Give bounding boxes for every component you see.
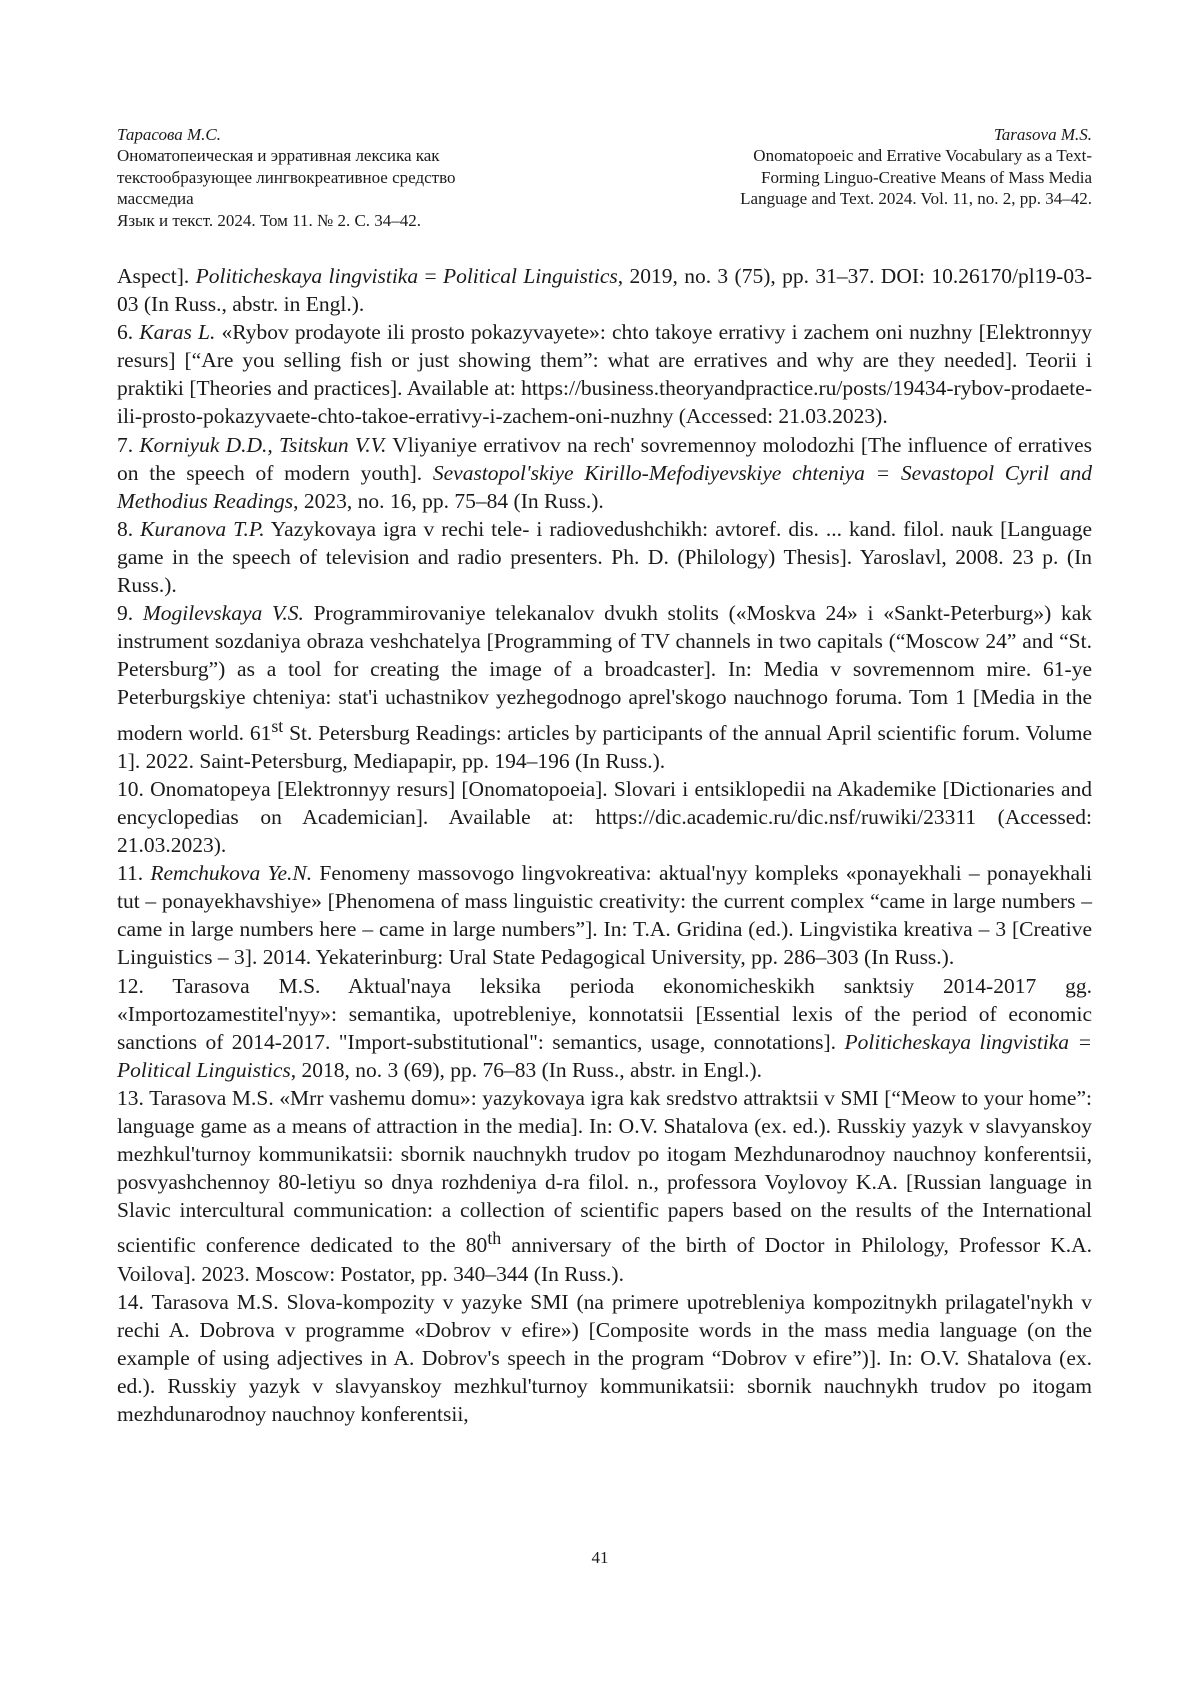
- ref-number: 10.: [117, 776, 151, 801]
- reference-7: [117, 431, 1092, 515]
- header-left-russian: [117, 124, 587, 231]
- ref-number: 11.: [117, 861, 151, 886]
- reference-14: [117, 1288, 1092, 1428]
- header-right-title-line: Onomatopoeic and Errative Vocabulary as a Text-: [753, 146, 1092, 166]
- ref-text: Tarasova M.S. Aktual'naya leksika perioda ekonomicheskikh sanktsiy 2014-2017 gg. «Importozamestitel'nyy»: semantika, upotrebleniye, konnotatsii [Essential lexis of the period of economic sanctions of 2014-2017. "Import-substitutional": semantics, usage, connotations].: [117, 973, 1092, 1054]
- ref-superscript: th: [487, 1228, 502, 1249]
- ref-number: 7.: [117, 432, 140, 457]
- header-right-author: Tarasova M.S.: [993, 125, 1092, 144]
- ref-text: anniversary of the birth of Doctor in Philology, Professor K.A. Voilova]. 2023. Moscow: Postator, pp. 340–344 (In Russ.).: [117, 1233, 1092, 1286]
- ref-author: Kuranova T.P.: [140, 516, 265, 541]
- ref-journal: Politicheskaya lingvistika: [195, 264, 419, 288]
- reference-11: [117, 859, 1092, 971]
- ref-text: , 2023, no. 16, pp. 75–84 (In Russ.).: [293, 488, 604, 513]
- ref-journal: Politicheskaya lingvistika = Political Linguistics: [117, 1029, 1092, 1082]
- ref-text: Programmirovaniye telekanalov dvukh stolits («Moskva 24» i «Sankt-Peterburg») kak instrument sozdaniya obraza veshchatelya [Programming of TV channels in two capitals (“Moscow 24” and “St. Petersburg”) as a tool for creating the image of a broadcaster]. In: Media v sovremennom mire. 61-ye Peterburgskiye chteniya: stat'i uchastnikov yezhegodnogo aprel'skogo nauchnogo foruma. Tom 1 [Media in the modern world. 61: [117, 601, 1092, 745]
- header-right-citation: Language and Text. 2024. Vol. 11, no. 2, pp. 34–42.: [740, 189, 1092, 209]
- ref-text: =: [418, 264, 443, 288]
- ref-number: 12.: [117, 973, 173, 998]
- ref-text: Tarasova M.S. «Mrr vashemu domu»: yazykovaya igra kak sredstvo attraktsii v SMI [“Meow to your home”: language game as a means of attraction in the media]. In: O.V. Shatalova (ex. ed.). Russkiy yazyk v slavyanskoy mezhkul'turnoy kommunikatsii: sbornik nauchnykh trudov po itogam Mezhdunarodnoy nauchnoy konferentsii, posvyashchennoy 80-letiyu so dnya rozhdeniya d-ra filol. n., professora Voylovoy K.A. [Russian language in Slavic intercultural communication: a collection of scientific papers based on the results of the International scientific conference dedicated to the 80: [117, 1085, 1092, 1258]
- ref-superscript: st: [271, 715, 284, 736]
- ref-author: Remchukova Ye.N.: [150, 861, 313, 886]
- ref-text: Tarasova M.S. Slova-kompozity v yazyke SMI (na primere upotrebleniya kompozitnykh prilagatel'nykh v rechi A. Dobrova v programme «Dobrov v efire») [Composite words in the mass media language (on the example of using adjectives in A. Dobrov's speech in the program “Dobrov v efire”)]. In: O.V. Shatalova (ex. ed.). Russkiy yazyk v slavyanskoy mezhkul'turnoy kommunikatsii: sbornik nauchnykh trudov po itogam mezhdunarodnoy nauchnoy konferentsii,: [117, 1289, 1092, 1427]
- ref-text: St. Petersburg Readings: articles by participants of the annual April scientific forum. Volume 1]. 2022. Saint-Petersburg, Mediapapir, pp. 194–196 (In Russ.).: [117, 720, 1092, 773]
- reference-8: [117, 515, 1092, 599]
- ref-number: 8.: [117, 516, 141, 541]
- header-left-citation: Язык и текст. 2024. Том 11. № 2. С. 34–42.: [117, 210, 422, 230]
- ref-author: Karas L.: [139, 320, 216, 345]
- ref-text: Aspect].: [117, 264, 196, 288]
- reference-10: [117, 775, 1092, 859]
- header-left-title-line: массмедиа: [117, 189, 194, 209]
- header-left-title-line: текстообразующее лингвокреативное средство: [117, 167, 456, 187]
- header-right-title-line: Forming Linguo-Creative Means of Mass Media: [761, 167, 1092, 187]
- ref-author: Korniyuk D.D., Tsitskun V.V.: [139, 432, 387, 457]
- ref-text: Yazykovaya igra v rechi tele- i radiovedushchikh: avtoref. dis. ... kand. filol. nauk [Language game in the speech of television and radio presenters. Ph. D. (Philology) Thesis]. Yaroslavl, 2008. 23 p. (In Russ.).: [117, 516, 1093, 598]
- header-left-author: Тарасова М.С.: [117, 125, 221, 144]
- ref-text: Onomatopeya [Elektronnyy resurs] [Onomatopoeia]. Slovari i entsiklopedii na Akademike [Dictionaries and encyclopedias on Academician]. Available at: https://dic.academic.ru/dic.nsf/ruwiki/23311 (Accessed: 21.03.2023).: [117, 776, 1093, 858]
- ref-number: 13.: [117, 1085, 150, 1110]
- reference-12: [117, 972, 1092, 1084]
- ref-text: «Rybov prodayote ili prosto pokazyvayete»: chto takoye errativy i zachem oni nuzhny [Elektronnyy resurs] [“Are you selling fish or just showing them”: what are erratives and why are they needed]. Teorii i praktiki [Theories and practices]. Available at: https://business.theoryandpractice.ru/posts/19434-rybov-prodaete-ili-prosto-pokazyvaete-chto-takoe-errativy-i-zachem-oni-nuzhny (Accessed: 21.03.2023).: [117, 320, 1093, 429]
- reference-9: [117, 599, 1092, 775]
- page-number: 41: [591, 1548, 609, 1567]
- header-right-english: [622, 124, 1092, 210]
- ref-text: , 2019, no. 3 (75), pp. 31–37. DOI: 10.26170/pl19-03-03 (In Russ., abstr. in Engl.).: [117, 264, 1092, 317]
- running-header: [117, 124, 1092, 244]
- header-left-title-line: Ономатопеическая и эрративная лексика как: [117, 146, 440, 166]
- ref-number: 6.: [117, 320, 140, 345]
- ref-text: , 2018, no. 3 (69), pp. 76–83 (In Russ., abstr. in Engl.).: [290, 1057, 762, 1082]
- reference-5-continued: [117, 262, 1092, 318]
- ref-journal: Sevastopol'skiye Kirillo-Mefodiyevskiye chteniya = Sevastopol Cyril and Methodius Readings: [117, 460, 1093, 513]
- ref-number: 9.: [117, 601, 143, 626]
- references-list: [117, 262, 1092, 1428]
- ref-author: Mogilevskaya V.S.: [142, 601, 304, 626]
- reference-13: [117, 1084, 1092, 1288]
- ref-number: 14.: [117, 1289, 152, 1314]
- ref-journal: Political Linguistics: [442, 264, 618, 288]
- reference-6: [117, 318, 1092, 430]
- ref-text: Vliyaniye errativov na rech' sovremennoy molodozhi [The influence of erratives on the speech of modern youth].: [117, 432, 1092, 485]
- ref-text: Fenomeny massovogo lingvokreativa: aktual'nyy kompleks «ponayekhali – ponayekhali tut – ponayekhavshiye» [Phenomena of mass linguistic creativity: the current complex “came in large numbers – came in large numbers here – came in large numbers”]. In: T.A. Gridina (ed.). Lingvistika kreativa – 3 [Creative Linguistics – 3]. 2014. Yekaterinburg: Ural State Pedagogical University, pp. 286–303 (In Russ.).: [117, 861, 1093, 970]
